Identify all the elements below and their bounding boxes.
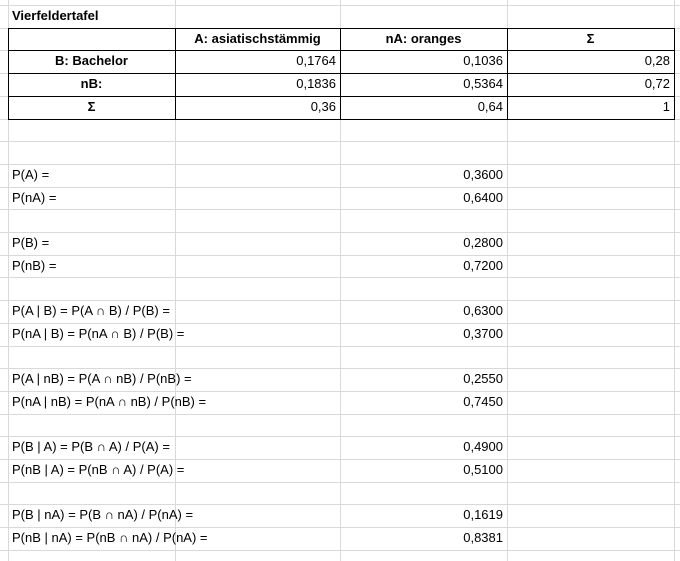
probability-value[interactable]: 0,7200 bbox=[463, 257, 503, 273]
probability-label[interactable]: P(nB | A) = P(nB ∩ A) / P(A) = bbox=[12, 462, 185, 477]
table-border-vertical bbox=[175, 28, 176, 120]
probability-label[interactable]: P(nA | nB) = P(nA ∩ nB) / P(nB) = bbox=[12, 393, 207, 409]
probability-value[interactable]: 0,2550 bbox=[463, 371, 503, 387]
table-border-vertical bbox=[340, 28, 341, 120]
probability-label[interactable]: P(nB) = bbox=[12, 257, 57, 273]
table-row-label[interactable]: B: Bachelor bbox=[55, 53, 128, 69]
table-border-horizontal bbox=[8, 73, 675, 74]
probability-value[interactable]: 0,3700 bbox=[463, 325, 503, 341]
table-row-label[interactable]: Σ bbox=[87, 98, 96, 114]
table-border-horizontal bbox=[8, 119, 675, 120]
table-border-vertical bbox=[507, 28, 508, 120]
table-value-cell[interactable]: 0,1036 bbox=[463, 53, 503, 69]
table-header-cell[interactable]: Σ bbox=[586, 30, 595, 46]
table-header-cell[interactable]: nA: oranges bbox=[385, 30, 462, 46]
table-value-cell[interactable]: 1 bbox=[662, 98, 670, 114]
table-value-cell[interactable]: 0,72 bbox=[644, 76, 670, 92]
table-row-label[interactable]: nB: bbox=[80, 76, 103, 92]
probability-label[interactable]: P(B | nA) = P(B ∩ nA) / P(nA) = bbox=[12, 507, 194, 523]
probability-value[interactable]: 0,4900 bbox=[463, 439, 503, 455]
sheet-title: Vierfeldertafel bbox=[12, 8, 99, 23]
table-header-cell[interactable]: A: asiatischstämmig bbox=[194, 30, 321, 46]
probability-value[interactable]: 0,2800 bbox=[463, 235, 503, 250]
probability-label[interactable]: P(A) = bbox=[12, 166, 50, 182]
table-value-cell[interactable]: 0,1836 bbox=[296, 76, 336, 92]
table-border-vertical bbox=[8, 28, 9, 120]
probability-label[interactable]: P(A | B) = P(A ∩ B) / P(B) = bbox=[12, 303, 170, 319]
probability-value[interactable]: 0,3600 bbox=[463, 166, 503, 182]
probability-label[interactable]: P(A | nB) = P(A ∩ nB) / P(nB) = bbox=[12, 371, 192, 387]
table-value-cell[interactable]: 0,5364 bbox=[463, 76, 503, 92]
probability-label[interactable]: P(B | A) = P(B ∩ A) / P(A) = bbox=[12, 439, 170, 455]
probability-label[interactable]: P(nA | B) = P(nA ∩ B) / P(B) = bbox=[12, 325, 185, 341]
table-border-horizontal bbox=[8, 50, 675, 51]
probability-value[interactable]: 0,8381 bbox=[463, 530, 503, 546]
probability-value[interactable]: 0,7450 bbox=[463, 393, 503, 409]
probability-value[interactable]: 0,5100 bbox=[463, 462, 503, 477]
table-border-horizontal bbox=[8, 96, 675, 97]
probability-label[interactable]: P(nB | nA) = P(nB ∩ nA) / P(nA) = bbox=[12, 530, 208, 546]
table-border-horizontal bbox=[8, 28, 675, 29]
probability-label[interactable]: P(B) = bbox=[12, 235, 50, 250]
table-border-vertical bbox=[674, 28, 675, 120]
table-value-cell[interactable]: 0,36 bbox=[310, 98, 336, 114]
probability-value[interactable]: 0,1619 bbox=[463, 507, 503, 523]
probability-value[interactable]: 0,6300 bbox=[463, 303, 503, 319]
probability-value[interactable]: 0,6400 bbox=[463, 189, 503, 205]
table-value-cell[interactable]: 0,28 bbox=[644, 53, 670, 69]
probability-label[interactable]: P(nA) = bbox=[12, 189, 57, 205]
table-value-cell[interactable]: 0,1764 bbox=[296, 53, 336, 69]
table-value-cell[interactable]: 0,64 bbox=[477, 98, 503, 114]
